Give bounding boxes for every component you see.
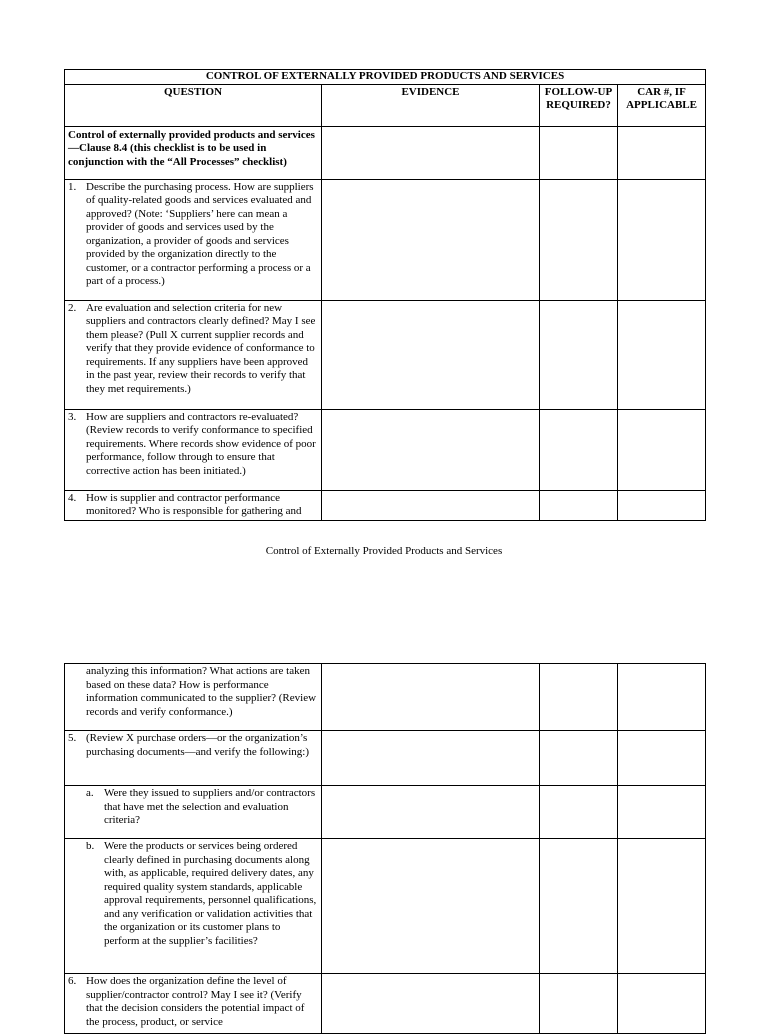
question-text: Describe the purchasing process. How are suppliers of quality-related goods and services evaluated and approved? (Note: ‘Suppliers’ here can mean a provider of goods and services used by the organization, a provider of goods and services provided by the organization directly to the customer, or a contractor performing a process or a part of a process.) — [86, 180, 314, 287]
question-text: How is supplier and contractor performance monitored? Who is responsible for gathering and — [86, 491, 302, 517]
table-title: CONTROL OF EXTERNALLY PROVIDED PRODUCTS AND SERVICES — [65, 70, 706, 85]
question-cell — [65, 664, 322, 731]
question-text: Were they issued to suppliers and/or contractors that have met the selection and evaluation criteria? — [104, 787, 316, 826]
table-row — [65, 300, 706, 409]
followup-cell[interactable] — [540, 490, 618, 520]
page-footer: Control of Externally Provided Products and Services — [265, 545, 503, 557]
evidence-cell[interactable] — [322, 664, 540, 731]
evidence-cell[interactable] — [322, 409, 540, 490]
followup-cell[interactable] — [540, 731, 618, 786]
car-cell[interactable] — [618, 664, 706, 731]
car-cell[interactable] — [618, 731, 706, 786]
question-number: 2. — [68, 301, 77, 314]
followup-cell[interactable] — [540, 786, 618, 839]
header-car: CAR #, IF APPLICABLE — [618, 84, 706, 126]
question-number: 5. — [68, 732, 77, 744]
intro-text: Control of externally provided products and services—Clause 8.4 (this checklist is to be used in conjunction with the “All Processes” checklist) — [65, 126, 322, 179]
followup-cell[interactable] — [540, 179, 618, 300]
checklist-table-page1 — [64, 69, 706, 521]
followup-cell[interactable] — [540, 974, 618, 1034]
car-cell[interactable] — [618, 126, 706, 179]
followup-cell[interactable] — [540, 409, 618, 490]
table-row — [65, 126, 706, 179]
question-cell — [65, 731, 322, 786]
followup-cell[interactable] — [540, 664, 618, 731]
evidence-cell[interactable] — [322, 974, 540, 1034]
question-text: Are evaluation and selection criteria for new suppliers and contractors clearly defined? May I see them please? (Pull X current supplier records and verify that they provide evidence of conformance to requirements. If any suppliers have been approved in the past year, review their records to verify that they met requirements.) — [86, 301, 316, 395]
question-number: b. — [86, 840, 95, 852]
header-evidence: EVIDENCE — [322, 84, 540, 126]
table-row — [65, 490, 706, 520]
evidence-cell[interactable] — [322, 786, 540, 839]
car-cell[interactable] — [618, 409, 706, 490]
question-cell — [65, 179, 322, 300]
evidence-cell[interactable] — [322, 490, 540, 520]
table-row — [65, 409, 706, 490]
car-cell[interactable] — [618, 786, 706, 839]
question-cell — [65, 409, 322, 490]
question-cell — [65, 490, 322, 520]
question-text: (Review X purchase orders—or the organization’s purchasing documents—and verify the following:) — [86, 732, 310, 758]
table-row — [65, 179, 706, 300]
evidence-cell[interactable] — [322, 731, 540, 786]
evidence-cell[interactable] — [322, 126, 540, 179]
followup-cell[interactable] — [540, 126, 618, 179]
header-question: QUESTION — [65, 84, 322, 126]
question-number: 6. — [68, 975, 77, 987]
table-row — [65, 731, 706, 786]
table-row — [65, 786, 706, 839]
header-followup: FOLLOW-UP REQUIRED? — [540, 84, 618, 126]
question-cell — [65, 839, 322, 974]
evidence-cell[interactable] — [322, 179, 540, 300]
question-number: 4. — [68, 491, 77, 504]
car-cell[interactable] — [618, 490, 706, 520]
question-number: a. — [86, 787, 94, 799]
followup-cell[interactable] — [540, 839, 618, 974]
question-text: Were the products or services being ordered clearly defined in purchasing documents along with, as applicable, required delivery dates, any required quality system standards, applicable approval requirements, personnel qualifications, and any verification or validation activities that the organization or its customer plans to perform at the supplier’s facilities? — [104, 840, 317, 947]
question-number: 1. — [68, 180, 77, 193]
car-cell[interactable] — [618, 839, 706, 974]
question-cell — [65, 974, 322, 1034]
checklist-table-page2 — [64, 663, 706, 1034]
followup-cell[interactable] — [540, 300, 618, 409]
car-cell[interactable] — [618, 974, 706, 1034]
table-row — [65, 839, 706, 974]
question-number: 3. — [68, 410, 77, 423]
question-text: How are suppliers and contractors re-evaluated? (Review records to verify conformance to specified requirements. Where records show evidence of poor performance, follow through to ensure that corrective action has been initiated.) — [86, 410, 316, 477]
question-cell — [65, 300, 322, 409]
car-cell[interactable] — [618, 300, 706, 409]
question-text: analyzing this information? What actions are taken based on these data? How is performance information communicated to the supplier? (Review records and verify conformance.) — [86, 665, 317, 718]
table-row — [65, 664, 706, 731]
car-cell[interactable] — [618, 179, 706, 300]
evidence-cell[interactable] — [322, 300, 540, 409]
table-row — [65, 974, 706, 1034]
question-text: How does the organization define the level of supplier/contractor control? May I see it? (Verify that the decision considers the potential impact of the process, product, or service — [86, 975, 305, 1028]
evidence-cell[interactable] — [322, 839, 540, 974]
question-cell — [65, 786, 322, 839]
